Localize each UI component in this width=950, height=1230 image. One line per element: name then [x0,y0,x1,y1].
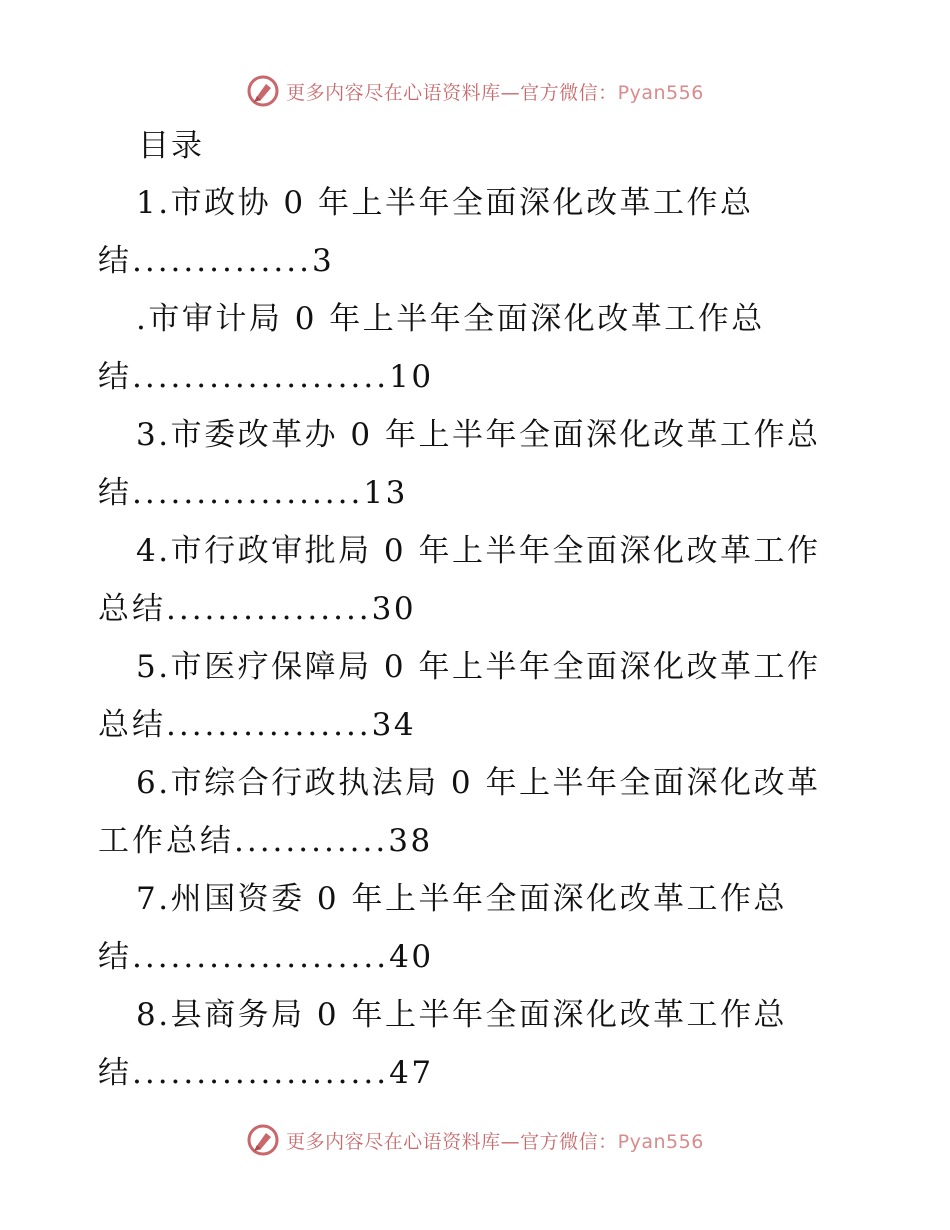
toc-entry[interactable] [98,290,838,406]
toc-entry-title: 4.市行政审批局 0 年上半年全面深化改革工作 [136,533,821,569]
pen-logo-icon [246,1123,280,1157]
toc-entry-leader: 结....................40 [98,939,434,975]
toc-entry-leader: 总结................34 [98,707,417,743]
toc-page-number: 38 [388,823,433,859]
toc-page-number: 47 [389,1055,434,1091]
toc-page-number: 30 [371,591,417,627]
watermark-header [0,71,950,111]
toc-title: 目录 [138,128,204,164]
toc-page-number: 40 [389,939,434,975]
toc-entry-leader: 工作总结............38 [98,823,433,859]
toc-entry[interactable] [98,754,838,870]
toc-entry[interactable] [98,870,838,986]
toc-entry-leader: 结..................13 [98,475,408,511]
toc-entry-title: 3.市委改革办 0 年上半年全面深化改革工作总 [136,417,821,453]
toc-entry-leader: 结....................47 [98,1055,434,1091]
toc-page-number: 13 [363,475,408,511]
watermark-text: 更多内容尽在心语资料库—官方微信：Pyan556 [286,81,704,104]
toc-entry[interactable] [98,406,838,522]
toc-entry-title: .市审计局 0 年上半年全面深化改革工作总 [136,301,765,337]
toc-page-number: 3 [311,243,335,279]
pen-logo-icon [246,74,280,108]
toc-entry[interactable] [98,638,838,754]
toc-entry-title: 8.县商务局 0 年上半年全面深化改革工作总 [136,997,788,1033]
toc-page-number: 34 [371,707,417,743]
toc-entry-title: 1.市政协 0 年上半年全面深化改革工作总 [136,185,754,221]
toc-entry-title: 7.州国资委 0 年上半年全面深化改革工作总 [136,881,788,917]
toc-page-number: 10 [389,359,434,395]
toc-entry[interactable] [98,986,838,1102]
toc-entry[interactable] [98,174,838,290]
toc-entry-leader: 结....................10 [98,359,434,395]
toc-entry-title: 5.市医疗保障局 0 年上半年全面深化改革工作 [136,649,821,685]
watermark-text: 更多内容尽在心语资料库—官方微信：Pyan556 [286,1130,704,1153]
toc-entry-leader: 结..............3 [98,243,335,279]
toc-entry[interactable] [98,522,838,638]
table-of-contents [98,118,838,1102]
toc-entry-title: 6.市综合行政执法局 0 年上半年全面深化改革 [136,765,821,801]
watermark-footer [0,1120,950,1160]
toc-entry-leader: 总结................30 [98,591,417,627]
